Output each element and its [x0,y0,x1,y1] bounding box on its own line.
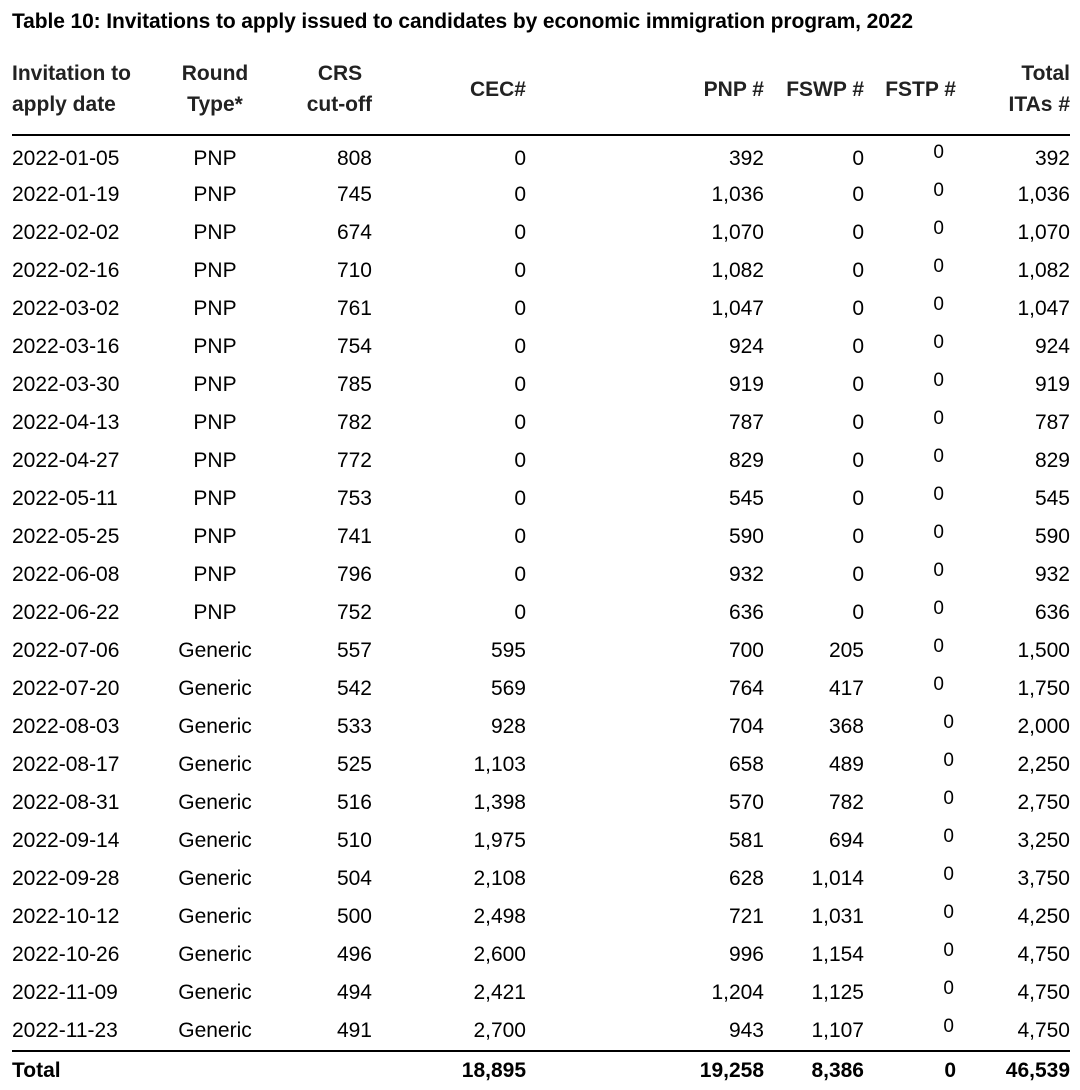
cell-cec: 2,498 [473,905,526,928]
cell-fswp: 0 [852,487,864,510]
table-header [12,58,1070,135]
cell-pnp: 658 [728,753,764,776]
cell-crs-cutoff: 785 [336,373,372,396]
table-row [12,366,1070,404]
cell-crs-cutoff: 754 [336,335,372,358]
cell-fswp: 368 [828,715,864,738]
cell-round-type: PNP [193,449,237,472]
table-row [12,708,1070,746]
cell-round-type: PNP [193,373,237,396]
cell-crs-cutoff: 753 [336,487,372,510]
totals-fswp: 8,386 [764,1051,864,1090]
cell-crs-cutoff: 491 [336,1019,372,1042]
table-body [12,135,1070,1051]
cell-fswp: 1,154 [811,943,864,966]
cell-fswp: 0 [852,183,864,206]
table-row [12,632,1070,670]
totals-row [12,1051,1070,1090]
cell-crs-cutoff: 500 [336,905,372,928]
header-crs-cutoff: CRS cut-off [268,58,372,135]
cell-round-type: Generic [178,943,252,966]
cell-date: 2022-10-26 [12,943,120,966]
cell-fstp: 0 [933,408,944,429]
cell-fstp: 0 [933,484,944,505]
cell-fswp: 1,125 [811,981,864,1004]
cell-cec: 0 [514,373,526,396]
cell-fswp: 0 [852,147,864,170]
cell-fswp: 0 [852,563,864,586]
cell-round-type: PNP [193,147,237,170]
cell-pnp: 392 [728,147,764,170]
cell-fstp: 0 [933,598,944,619]
cell-cec: 1,103 [473,753,526,776]
cell-fswp: 205 [828,639,864,662]
cell-pnp: 570 [728,791,764,814]
cell-total-itas: 4,750 [1017,1019,1070,1042]
cell-crs-cutoff: 504 [336,867,372,890]
cell-pnp: 943 [728,1019,764,1042]
cell-pnp: 581 [728,829,764,852]
cell-date: 2022-04-13 [12,411,120,434]
cell-round-type: PNP [193,297,237,320]
ita-table [12,58,1070,1090]
table-row [12,556,1070,594]
cell-cec: 928 [490,715,526,738]
cell-round-type: PNP [193,221,237,244]
cell-cec: 0 [514,147,526,170]
table-row [12,784,1070,822]
cell-date: 2022-01-19 [12,183,120,206]
cell-round-type: PNP [193,259,237,282]
header-pnp: PNP # [526,58,764,135]
cell-pnp: 704 [728,715,764,738]
cell-cec: 0 [514,487,526,510]
cell-pnp: 628 [728,867,764,890]
cell-date: 2022-05-11 [12,487,118,510]
cell-fswp: 417 [828,677,864,700]
header-date: Invitation to apply date [12,58,162,135]
cell-cec: 2,421 [473,981,526,1004]
cell-fstp: 0 [943,940,954,961]
cell-fstp: 0 [933,180,944,201]
table-row [12,670,1070,708]
cell-total-itas: 545 [1034,487,1070,510]
cell-crs-cutoff: 516 [336,791,372,814]
totals-total-itas: 46,539 [956,1051,1070,1090]
table-row [12,974,1070,1012]
cell-total-itas: 1,500 [1017,639,1070,662]
cell-date: 2022-01-05 [12,147,120,170]
table-row [12,404,1070,442]
cell-fswp: 1,031 [811,905,864,928]
cell-date: 2022-08-03 [12,715,120,738]
cell-cec: 0 [514,411,526,434]
cell-cec: 0 [514,563,526,586]
table-row [12,328,1070,366]
cell-fstp: 0 [933,294,944,315]
cell-fstp: 0 [943,750,954,771]
cell-cec: 0 [514,525,526,548]
cell-pnp: 1,036 [711,183,764,206]
cell-crs-cutoff: 745 [336,183,372,206]
table-row [12,936,1070,974]
cell-pnp: 996 [728,943,764,966]
cell-cec: 2,700 [473,1019,526,1042]
cell-round-type: Generic [178,639,252,662]
cell-date: 2022-07-20 [12,677,120,700]
cell-round-type: PNP [193,601,237,624]
cell-date: 2022-09-28 [12,867,120,890]
cell-round-type: PNP [193,525,237,548]
header-total-itas: Total ITAs # [956,58,1070,135]
cell-fstp: 0 [943,788,954,809]
cell-fswp: 694 [828,829,864,852]
cell-total-itas: 1,036 [1017,183,1070,206]
cell-cec: 2,108 [473,867,526,890]
cell-fswp: 489 [828,753,864,776]
cell-crs-cutoff: 808 [336,147,372,170]
cell-cec: 0 [514,297,526,320]
cell-fswp: 1,107 [811,1019,864,1042]
cell-round-type: Generic [178,753,252,776]
cell-fstp: 0 [933,636,944,657]
cell-total-itas: 1,750 [1017,677,1070,700]
cell-date: 2022-06-22 [12,601,120,624]
cell-cec: 0 [514,183,526,206]
table-row [12,518,1070,556]
cell-crs-cutoff: 761 [336,297,372,320]
table-row [12,746,1070,784]
cell-fstp: 0 [933,218,944,239]
cell-date: 2022-03-02 [12,297,120,320]
cell-fstp: 0 [933,560,944,581]
cell-fswp: 0 [852,259,864,282]
header-round-type: Round Type* [162,58,268,135]
cell-crs-cutoff: 496 [336,943,372,966]
cell-round-type: PNP [193,563,237,586]
cell-pnp: 1,047 [711,297,764,320]
cell-fstp: 0 [943,864,954,885]
cell-crs-cutoff: 533 [336,715,372,738]
table-row [12,135,1070,176]
cell-total-itas: 2,750 [1017,791,1070,814]
table-row [12,290,1070,328]
table-footer [12,1051,1070,1090]
cell-fswp: 0 [852,525,864,548]
header-fstp: FSTP # [864,58,956,135]
cell-total-itas: 392 [1034,147,1070,170]
table-row [12,252,1070,290]
cell-pnp: 924 [728,335,764,358]
totals-pnp: 19,258 [526,1051,764,1090]
cell-pnp: 829 [728,449,764,472]
cell-round-type: Generic [178,791,252,814]
table-row [12,594,1070,632]
cell-date: 2022-03-16 [12,335,120,358]
cell-date: 2022-05-25 [12,525,120,548]
cell-fswp: 0 [852,449,864,472]
cell-total-itas: 590 [1034,525,1070,548]
table-row [12,176,1070,214]
cell-crs-cutoff: 525 [336,753,372,776]
cell-date: 2022-04-27 [12,449,120,472]
header-row [12,58,1070,135]
cell-cec: 0 [514,449,526,472]
cell-fstp: 0 [933,674,944,695]
cell-pnp: 590 [728,525,764,548]
cell-fswp: 1,014 [811,867,864,890]
cell-round-type: Generic [178,715,252,738]
cell-fswp: 0 [852,221,864,244]
table-row [12,442,1070,480]
cell-crs-cutoff: 741 [336,525,372,548]
cell-fstp: 0 [943,902,954,923]
cell-fstp: 0 [933,332,944,353]
cell-fswp: 782 [828,791,864,814]
cell-total-itas: 787 [1034,411,1070,434]
cell-round-type: PNP [193,335,237,358]
cell-pnp: 919 [728,373,764,396]
cell-fswp: 0 [852,335,864,358]
cell-total-itas: 2,250 [1017,753,1070,776]
cell-round-type: Generic [178,1019,252,1042]
table-row [12,214,1070,252]
cell-total-itas: 1,047 [1017,297,1070,320]
cell-date: 2022-02-02 [12,221,120,244]
totals-empty-type [162,1051,268,1090]
cell-pnp: 721 [728,905,764,928]
cell-total-itas: 636 [1034,601,1070,624]
table-row [12,898,1070,936]
cell-fstp: 0 [933,370,944,391]
cell-crs-cutoff: 710 [336,259,372,282]
totals-empty-crs [268,1051,372,1090]
cell-fstp: 0 [933,142,944,163]
cell-date: 2022-09-14 [12,829,120,852]
cell-round-type: PNP [193,183,237,206]
header-fswp: FSWP # [764,58,864,135]
cell-round-type: PNP [193,411,237,434]
cell-fstp: 0 [933,256,944,277]
table-row [12,1012,1070,1051]
table-caption: Table 10: Invitations to apply issued to candidates by economic immigration program, 2022 [12,10,913,33]
cell-total-itas: 4,750 [1017,981,1070,1004]
cell-total-itas: 1,070 [1017,221,1070,244]
cell-date: 2022-11-09 [12,981,118,1004]
cell-fstp: 0 [943,712,954,733]
cell-total-itas: 932 [1034,563,1070,586]
cell-crs-cutoff: 752 [336,601,372,624]
cell-total-itas: 924 [1034,335,1070,358]
cell-cec: 0 [514,259,526,282]
cell-total-itas: 4,750 [1017,943,1070,966]
cell-date: 2022-10-12 [12,905,120,928]
cell-round-type: Generic [178,981,252,1004]
cell-crs-cutoff: 782 [336,411,372,434]
cell-date: 2022-11-23 [12,1019,118,1042]
cell-crs-cutoff: 510 [336,829,372,852]
cell-fstp: 0 [943,978,954,999]
cell-total-itas: 1,082 [1017,259,1070,282]
cell-total-itas: 829 [1034,449,1070,472]
cell-fswp: 0 [852,411,864,434]
cell-cec: 1,975 [473,829,526,852]
cell-fswp: 0 [852,297,864,320]
cell-cec: 0 [514,601,526,624]
cell-pnp: 545 [728,487,764,510]
cell-cec: 0 [514,335,526,358]
cell-round-type: PNP [193,487,237,510]
cell-date: 2022-06-08 [12,563,120,586]
cell-total-itas: 3,250 [1017,829,1070,852]
cell-pnp: 1,070 [711,221,764,244]
cell-fstp: 0 [933,522,944,543]
cell-pnp: 1,204 [711,981,764,1004]
cell-cec: 0 [514,221,526,244]
table-row [12,822,1070,860]
cell-date: 2022-03-30 [12,373,120,396]
cell-pnp: 764 [728,677,764,700]
cell-crs-cutoff: 542 [336,677,372,700]
cell-cec: 569 [490,677,526,700]
cell-pnp: 636 [728,601,764,624]
cell-date: 2022-08-31 [12,791,120,814]
cell-crs-cutoff: 772 [336,449,372,472]
cell-round-type: Generic [178,867,252,890]
cell-date: 2022-07-06 [12,639,120,662]
cell-cec: 1,398 [473,791,526,814]
cell-cec: 2,600 [473,943,526,966]
cell-round-type: Generic [178,829,252,852]
cell-total-itas: 2,000 [1017,715,1070,738]
cell-crs-cutoff: 674 [336,221,372,244]
table-row [12,860,1070,898]
cell-date: 2022-08-17 [12,753,120,776]
cell-date: 2022-02-16 [12,259,120,282]
cell-crs-cutoff: 796 [336,563,372,586]
cell-fstp: 0 [943,826,954,847]
header-cec: CEC# [372,58,526,135]
cell-pnp: 787 [728,411,764,434]
cell-total-itas: 4,250 [1017,905,1070,928]
totals-fstp: 0 [864,1051,956,1090]
cell-crs-cutoff: 494 [336,981,372,1004]
table-row [12,480,1070,518]
cell-fstp: 0 [933,446,944,467]
cell-pnp: 1,082 [711,259,764,282]
cell-crs-cutoff: 557 [336,639,372,662]
cell-total-itas: 3,750 [1017,867,1070,890]
cell-fswp: 0 [852,601,864,624]
totals-label: Total [12,1051,162,1090]
cell-cec: 595 [490,639,526,662]
totals-cec: 18,895 [372,1051,526,1090]
cell-pnp: 932 [728,563,764,586]
cell-pnp: 700 [728,639,764,662]
cell-fstp: 0 [943,1016,954,1037]
cell-fswp: 0 [852,373,864,396]
cell-round-type: Generic [178,677,252,700]
cell-round-type: Generic [178,905,252,928]
cell-total-itas: 919 [1034,373,1070,396]
